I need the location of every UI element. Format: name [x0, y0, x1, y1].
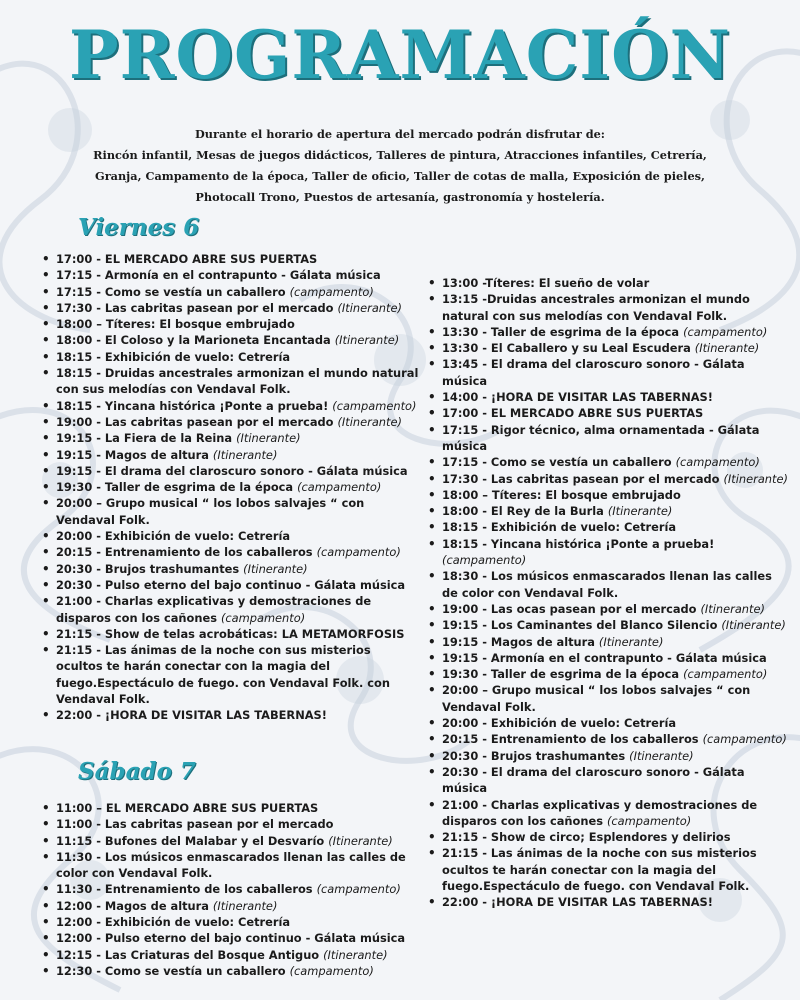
event-note: (Itinerante): [629, 748, 694, 763]
event-text: 18:00 - El Coloso y la Marioneta Encantada: [56, 333, 335, 348]
schedule-item: [42, 947, 420, 963]
schedule-item: [42, 495, 420, 528]
schedule-item: [42, 881, 420, 897]
event-note: (Itinerante): [721, 618, 786, 633]
schedule-item: [428, 422, 788, 455]
event-text: 19:15 - Magos de altura: [442, 634, 599, 649]
event-note: (Itinerante): [328, 833, 393, 848]
event-text: 19:30 - Taller de esgrima de la época: [56, 480, 298, 495]
schedule-item: [42, 300, 420, 316]
schedule-item: [42, 849, 420, 882]
schedule-item: [428, 291, 788, 324]
schedule-item: [428, 634, 788, 650]
event-text: 18:15 - Exhibición de vuelo: Cetrería: [56, 349, 291, 364]
event-text: 12:30 - Como se vestía un caballero: [56, 963, 290, 978]
event-text: 18:15 - Yincana histórica ¡Ponte a prueba!: [442, 536, 715, 551]
event-text: 17:00 - EL MERCADO ABRE SUS PUERTAS: [442, 406, 704, 421]
day-heading-friday: Viernes 6: [78, 214, 200, 241]
event-text: 18:15 - Yincana histórica ¡Ponte a prueba!: [56, 398, 333, 413]
event-text: 20:00 - Exhibición de vuelo: Cetrería: [56, 529, 291, 544]
intro-line: Granja, Campamento de la época, Taller de oficio, Taller de cotas de malla, Exposición de pieles,: [95, 169, 705, 183]
event-text: 12:00 - Exhibición de vuelo: Cetrería: [56, 915, 291, 930]
event-text: 17:15 - Como se vestía un caballero: [442, 455, 676, 470]
schedule-item: [42, 626, 420, 642]
schedule-item: [428, 324, 788, 340]
schedule-item: [42, 251, 420, 267]
schedule-item: [42, 561, 420, 577]
event-text: 20:30 - El drama del claroscuro sonoro - Gálata música: [442, 764, 745, 796]
event-note: (Itinerante): [723, 471, 788, 486]
event-note: (Itinerante): [323, 947, 388, 962]
event-note: (campamento): [332, 398, 417, 413]
event-text: 19:15 - Los Caminantes del Blanco Silencio: [442, 618, 722, 633]
schedule-item: [428, 650, 788, 666]
schedule-item: [428, 275, 788, 291]
event-note: (campamento): [316, 882, 401, 897]
schedule-item: [42, 816, 420, 832]
event-text: 20:00 – Grupo musical “ los lobos salvajes “ con Vendaval Folk.: [442, 683, 751, 714]
event-text: 21:15 - Las ánimas de la noche con sus misterios ocultos te harán conectar con la magia del fuego.Espectáculo de fuego. con Vendaval Folk. con Vendaval Folk.: [56, 643, 390, 707]
event-note: (campamento): [683, 324, 768, 339]
event-text: 13:30 - El Caballero y su Leal Escudera: [442, 341, 695, 356]
schedule-item: [42, 528, 420, 544]
schedule-item: [42, 707, 420, 723]
event-text: 18:00 – Títeres: El bosque embrujado: [442, 487, 681, 502]
schedule-item: [42, 930, 420, 946]
schedule-item: [428, 503, 788, 519]
schedule-item: [42, 430, 420, 446]
schedule-item: [42, 593, 420, 626]
schedule-item: [42, 349, 420, 365]
event-note: (campamento): [297, 480, 382, 495]
schedule-item: [428, 845, 788, 894]
event-note: (campamento): [220, 610, 306, 625]
schedule-item: [42, 642, 420, 707]
schedule-item: [428, 666, 788, 682]
event-text: 13:15 -Druidas ancestrales armonizan el mundo natural con sus melodías con Vendaval Folk.: [442, 292, 750, 323]
event-text: 19:00 - Las ocas pasean por el mercado: [442, 601, 701, 616]
event-note: (Itinerante): [212, 447, 278, 462]
schedule-item: [42, 316, 420, 332]
event-text: 22:00 - ¡HORA DE VISITAR LAS TABERNAS!: [56, 708, 327, 723]
schedule-item: [428, 617, 788, 633]
schedule-item: [428, 519, 788, 535]
schedule-item: [428, 748, 788, 764]
schedule-item: [428, 764, 788, 797]
schedule-item: [42, 479, 420, 495]
intro-text: [30, 124, 770, 208]
event-note: (Itinerante): [243, 561, 308, 576]
event-text: 20:15 - Entrenamiento de los caballeros: [56, 545, 317, 560]
event-text: 20:30 - Pulso eterno del bajo continuo - Gálata música: [56, 577, 406, 592]
schedule-item: [428, 356, 788, 389]
event-text: 11:00 - Las cabritas pasean por el mercado: [56, 817, 334, 832]
schedule-item: [428, 454, 788, 470]
saturday-schedule: [42, 800, 420, 979]
saturday-schedule-continued: [428, 275, 788, 911]
event-text: 21:00 - Charlas explicativas y demostraciones de disparos con los cañones: [442, 797, 758, 828]
schedule-item: [428, 471, 788, 487]
event-text: 18:00 - El Rey de la Burla: [442, 504, 608, 519]
event-text: 17:00 - EL MERCADO ABRE SUS PUERTAS: [56, 252, 318, 266]
event-text: 21:15 - Las ánimas de la noche con sus misterios ocultos te harán conectar con la magia del fuego.Espectáculo de fuego. con Vendaval Folk.: [442, 846, 757, 893]
event-text: 20:30 - Brujos trashumantes: [442, 748, 630, 763]
event-note: (Itinerante): [236, 431, 301, 446]
event-text: 21:15 - Show de circo; Esplendores y delirios: [442, 830, 731, 845]
schedule-item: [428, 536, 788, 569]
schedule-item: [42, 914, 420, 930]
schedule-item: [428, 894, 788, 910]
friday-schedule: [42, 251, 420, 724]
schedule-item: [42, 800, 420, 816]
event-note: (Itinerante): [694, 341, 760, 356]
schedule-item: [428, 797, 788, 830]
schedule-item: [428, 405, 788, 421]
schedule-item: [42, 365, 420, 398]
event-text: 17:15 - Rigor técnico, alma ornamentada - Gálata música: [442, 422, 760, 453]
event-text: 19:15 - La Fiera de la Reina: [56, 431, 237, 446]
schedule-item: [42, 577, 420, 593]
event-note: (Itinerante): [212, 898, 278, 913]
page-title: PROGRAMACIÓN: [69, 16, 731, 94]
intro-line: Durante el horario de apertura del mercado podrán disfrutar de:: [195, 127, 605, 141]
schedule-item: [428, 682, 788, 715]
event-note: (campamento): [316, 545, 401, 560]
schedule-item: [42, 398, 420, 414]
event-text: 21:15 - Show de telas acrobáticas: LA METAMORFOSIS: [56, 626, 405, 641]
event-text: 19:15 - El drama del claroscuro sonoro - Gálata música: [56, 463, 408, 478]
event-text: 11:30 - Los músicos enmascarados llenan las calles de color con Vendaval Folk.: [56, 849, 406, 881]
event-note: (Itinerante): [334, 333, 400, 348]
event-text: 11:30 - Entrenamiento de los caballeros: [56, 882, 317, 897]
schedule-item: [428, 487, 788, 503]
schedule-item: [42, 963, 420, 979]
event-text: 21:00 - Charlas explicativas y demostraciones de disparos con los cañones: [56, 594, 372, 625]
event-text: 13:45 - El drama del claroscuro sonoro - Gálata música: [442, 357, 745, 388]
event-text: 19:15 - Magos de altura: [56, 447, 213, 462]
event-text: 19:15 - Armonía en el contrapunto - Gálata música: [442, 650, 767, 665]
event-text: 17:30 - Las cabritas pasean por el mercado: [56, 300, 338, 315]
event-note: (campamento): [683, 667, 768, 682]
event-note: (Itinerante): [607, 504, 673, 519]
schedule-item: [42, 284, 420, 300]
event-text: 17:15 - Armonía en el contrapunto - Gálata música: [56, 268, 381, 283]
intro-line: Rincón infantil, Mesas de juegos didácticos, Talleres de pintura, Atracciones infantiles, Cetrería,: [93, 148, 707, 162]
event-note: (campamento): [289, 963, 374, 978]
schedule-item: [42, 267, 420, 283]
schedule-item: [428, 829, 788, 845]
schedule-item: [428, 389, 788, 405]
event-text: 12:00 - Magos de altura: [56, 898, 213, 913]
event-text: 11:15 - Bufones del Malabar y el Desvarío: [56, 833, 329, 848]
event-text: 19:00 - Las cabritas pasean por el mercado: [56, 414, 338, 429]
schedule-item: [42, 544, 420, 560]
event-text: 20:00 - Exhibición de vuelo: Cetrería: [442, 716, 677, 731]
event-text: 20:30 - Brujos trashumantes: [56, 561, 244, 576]
schedule-item: [42, 447, 420, 463]
schedule-item: [428, 568, 788, 601]
event-text: 17:30 - Las cabritas pasean por el mercado: [442, 471, 724, 486]
schedule-item: [42, 463, 420, 479]
event-note: (Itinerante): [598, 634, 664, 649]
event-text: 20:00 – Grupo musical “ los lobos salvajes “ con Vendaval Folk.: [56, 496, 365, 527]
event-text: 22:00 - ¡HORA DE VISITAR LAS TABERNAS!: [442, 895, 713, 910]
schedule-item: [428, 601, 788, 617]
event-note: (campamento): [675, 455, 760, 470]
event-text: 11:00 – EL MERCADO ABRE SUS PUERTAS: [56, 801, 319, 815]
schedule-item: [42, 332, 420, 348]
event-text: 14:00 - ¡HORA DE VISITAR LAS TABERNAS!: [442, 390, 713, 405]
schedule-item: [428, 340, 788, 356]
schedule-item: [42, 414, 420, 430]
event-text: 19:30 - Taller de esgrima de la época: [442, 667, 684, 682]
event-note: (campamento): [442, 553, 527, 568]
event-text: 12:00 - Pulso eterno del bajo continuo - Gálata música: [56, 931, 406, 946]
event-text: 18:15 - Druidas ancestrales armonizan el mundo natural con sus melodías con Vendaval Folk.: [56, 366, 419, 397]
event-text: 17:15 - Como se vestía un caballero: [56, 284, 290, 299]
event-note: (campamento): [606, 813, 692, 828]
schedule-item: [428, 731, 788, 747]
schedule-item: [42, 833, 420, 849]
event-text: 13:30 - Taller de esgrima de la época: [442, 324, 684, 339]
event-note: (campamento): [702, 732, 787, 747]
schedule-item: [428, 715, 788, 731]
event-note: (Itinerante): [700, 601, 765, 616]
event-text: 12:15 - Las Criaturas del Bosque Antiguo: [56, 947, 324, 962]
intro-line: Photocall Trono, Puestos de artesanía, gastronomía y hostelería.: [195, 190, 605, 204]
day-heading-saturday: Sábado 7: [78, 758, 196, 785]
event-text: 20:15 - Entrenamiento de los caballeros: [442, 732, 703, 747]
event-note: (Itinerante): [337, 300, 402, 315]
event-text: 18:00 – Títeres: El bosque embrujado: [56, 317, 295, 332]
event-text: 18:30 - Los músicos enmascarados llenan las calles de color con Vendaval Folk.: [442, 569, 772, 600]
schedule-item: [42, 898, 420, 914]
event-note: (Itinerante): [337, 414, 402, 429]
event-text: 13:00 -Títeres: El sueño de volar: [442, 276, 650, 290]
event-text: 18:15 - Exhibición de vuelo: Cetrería: [442, 520, 677, 535]
event-note: (campamento): [289, 284, 374, 299]
